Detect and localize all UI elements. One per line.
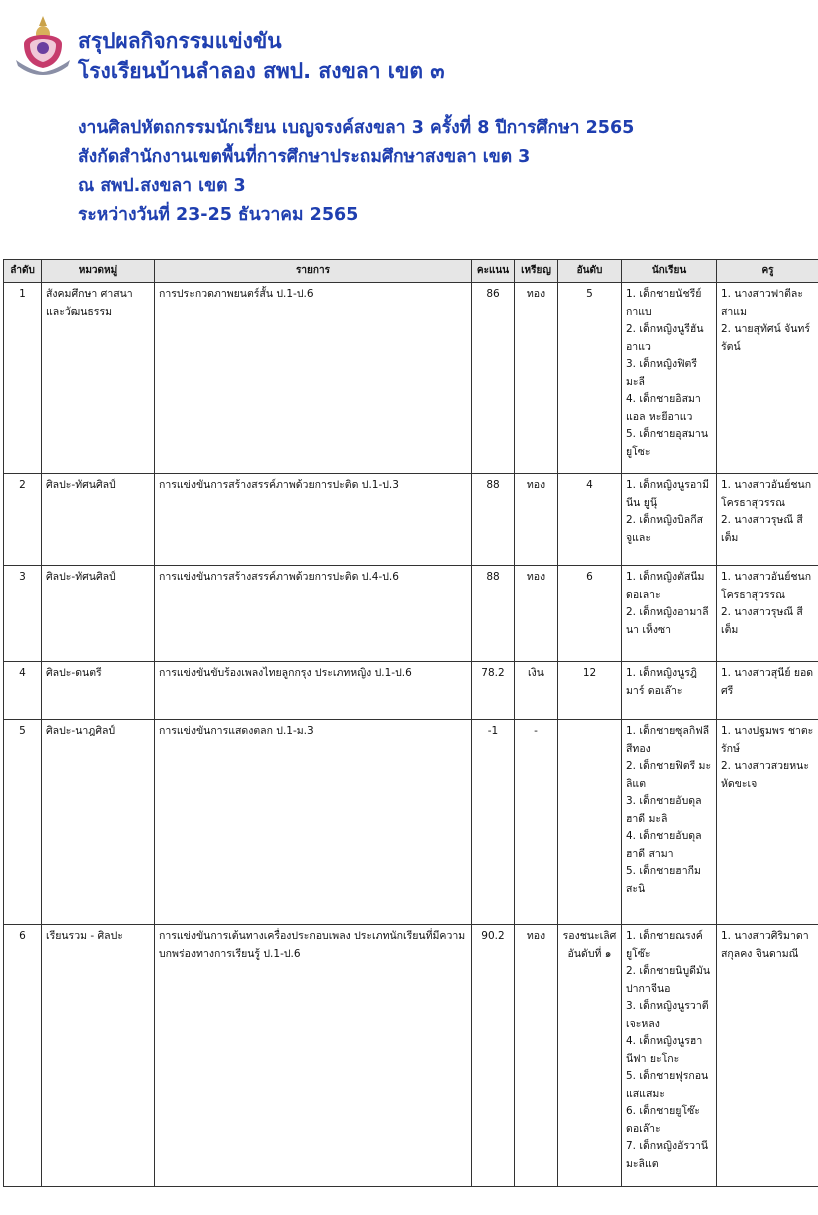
header-no: ลำดับ	[4, 260, 42, 283]
event-line-1: งานศิลปหัตถกรรมนักเรียน เบญจรงค์สงขลา 3 ครั้งที่ 8 ปีการศึกษา 2565	[78, 118, 635, 138]
student-name: 1. เด็กชายนัชรีย์ กาแบ	[626, 288, 702, 318]
row-students	[622, 925, 717, 1187]
row-category: ศิลปะ-ทัศนศิลป์	[42, 566, 155, 662]
row-medal: ทอง	[515, 283, 558, 474]
row-score: 78.2	[472, 662, 515, 720]
teacher-name: 1. นางปฐมพร ชาตะรักษ์	[721, 725, 814, 755]
student-name: 1. เด็กหญิงนูรอามีนีน ยูนุ๊	[626, 479, 710, 509]
table-row	[4, 566, 818, 662]
row-medal: -	[515, 720, 558, 925]
teacher-name: 2. นางสาวรุษณี สีเต็ม	[721, 514, 803, 544]
student-name: 1. เด็กชายซุลกิฟลี สีทอง	[626, 725, 710, 755]
student-name: 5. เด็กชายอุสมาน ยูโซะ	[626, 428, 709, 458]
row-students	[622, 662, 717, 720]
student-name: 7. เด็กหญิงอัรวานี มะลิแต	[626, 1140, 709, 1170]
student-name: 5. เด็กชายฟุรกอน แสแสมะ	[626, 1070, 709, 1100]
row-category: สังคมศึกษา ศาสนา และวัฒนธรรม	[42, 283, 155, 474]
student-name: 2. เด็กหญิงอามาลีนา เห็งซา	[626, 606, 709, 636]
school-title	[78, 26, 445, 86]
student-name: 2. เด็กหญิงนูรีฮัน อาแว	[626, 323, 704, 353]
row-medal: ทอง	[515, 925, 558, 1187]
student-name: 4. เด็กชายอิสมาแอล หะยีอาแว	[626, 393, 701, 423]
table-row	[4, 662, 818, 720]
table-row	[4, 283, 818, 474]
student-name: 3. เด็กหญิงฟิตรี มะลี	[626, 358, 698, 388]
event-info	[78, 114, 634, 230]
row-rank: 12	[558, 662, 622, 720]
row-number: 1	[4, 283, 42, 474]
row-teachers	[717, 283, 818, 474]
table-row	[4, 474, 818, 566]
header-item: รายการ	[155, 260, 472, 283]
row-medal: เงิน	[515, 662, 558, 720]
row-rank: 6	[558, 566, 622, 662]
header-teachers: ครู	[717, 260, 818, 283]
teacher-name: 1. นางสาวอันย์ชนก โครธาสุวรรณ	[721, 479, 812, 509]
table-row	[4, 720, 818, 925]
student-name: 2. เด็กชายฟิตรี มะลิแต	[626, 760, 712, 790]
row-students	[622, 283, 717, 474]
row-score: 90.2	[472, 925, 515, 1187]
row-item: การแข่งขันการสร้างสรรค์ภาพด้วยการปะติด ป.1-ป.3	[155, 474, 472, 566]
row-medal: ทอง	[515, 566, 558, 662]
header-students: นักเรียน	[622, 260, 717, 283]
teacher-name: 2. นางสาวสวยหนะ หัดขะเจ	[721, 760, 809, 790]
header-medal: เหรียญ	[515, 260, 558, 283]
student-name: 1. เด็กชายณรงค์ ยูโซ๊ะ	[626, 930, 703, 960]
student-name: 1. เด็กหญิงตัสนีม ดอเลาะ	[626, 571, 705, 601]
student-name: 4. เด็กชายอับดุลฮาดี สามา	[626, 830, 702, 860]
row-score: -1	[472, 720, 515, 925]
row-teachers	[717, 720, 818, 925]
table-header-row	[4, 260, 818, 283]
row-category: ศิลปะ-ทัศนศิลป์	[42, 474, 155, 566]
teacher-name: 1. นางสาวอันย์ชนก โครธาสุวรรณ	[721, 571, 812, 601]
row-students	[622, 474, 717, 566]
header-category: หมวดหมู่	[42, 260, 155, 283]
row-item: การประกวดภาพยนตร์สั้น ป.1-ป.6	[155, 283, 472, 474]
row-category: ศิลปะ-ดนตรี	[42, 662, 155, 720]
teacher-name: 1. นางสาวศิริมาดา สกุลคง จินดามณี	[721, 930, 809, 960]
row-number: 2	[4, 474, 42, 566]
event-line-3: ณ สพป.สงขลา เขต 3	[78, 176, 246, 196]
row-item: การแข่งขันการเต้นทางเครื่องประกอบเพลง ประเภทนักเรียนที่มีความบกพร่องทางการเรียนรู้ ป.1-ป.6	[155, 925, 472, 1187]
row-item: การแข่งขันขับร้องเพลงไทยลูกกรุง ประเภทหญิง ป.1-ป.6	[155, 662, 472, 720]
teacher-name: 1. นางสาวสุนีย์ ยอดศรี	[721, 667, 814, 697]
student-name: 4. เด็กหญิงนูรฮานีฟา ยะโกะ	[626, 1035, 703, 1065]
event-line-4: ระหว่างวันที่ 23-25 ธันวาคม 2565	[78, 205, 359, 225]
student-name: 3. เด็กหญิงนูรวาตี เจะหลง	[626, 1000, 709, 1030]
row-rank: 5	[558, 283, 622, 474]
row-number: 3	[4, 566, 42, 662]
table-row	[4, 925, 818, 1187]
school-emblem-icon	[14, 14, 72, 76]
student-name: 6. เด็กชายยูโซ๊ะ ดอเล๊าะ	[626, 1105, 700, 1135]
row-category: ศิลปะ-นาฎศิลป์	[42, 720, 155, 925]
row-teachers	[717, 925, 818, 1187]
row-teachers	[717, 566, 818, 662]
row-students	[622, 566, 717, 662]
row-rank: 4	[558, 474, 622, 566]
row-score: 88	[472, 474, 515, 566]
student-name: 2. เด็กชายนิบูดีมัน ปากาจีนอ	[626, 965, 711, 995]
event-line-2: สังกัดสำนักงานเขตพื้นที่การศึกษาประถมศึกษาสงขลา เขต 3	[78, 147, 531, 167]
row-rank: รองชนะเลิศอันดับที่ ๑	[558, 925, 622, 1187]
title-line-1: สรุปผลกิจกรรมแข่งขัน	[78, 29, 282, 53]
header-score: คะแนน	[472, 260, 515, 283]
teacher-name: 2. นายสุทัศน์ จันทร์รัตน์	[721, 323, 810, 353]
row-students	[622, 720, 717, 925]
teacher-name: 2. นางสาวรุษณี สีเต็ม	[721, 606, 803, 636]
student-name: 1. เด็กหญิงนูรฎิมาร์ ดอเล๊าะ	[626, 667, 697, 697]
row-number: 4	[4, 662, 42, 720]
row-number: 5	[4, 720, 42, 925]
row-score: 86	[472, 283, 515, 474]
student-name: 3. เด็กชายอับดุลฮาดี มะลิ	[626, 795, 702, 825]
teacher-name: 1. นางสาวฟาตีละ สาแม	[721, 288, 803, 318]
row-item: การแข่งขันการแสดงตลก ป.1-ม.3	[155, 720, 472, 925]
row-rank	[558, 720, 622, 925]
row-teachers	[717, 662, 818, 720]
header-rank: อันดับ	[558, 260, 622, 283]
student-name: 2. เด็กหญิงบิลกีส จูและ	[626, 514, 703, 544]
row-category: เรียนรวม - ศิลปะ	[42, 925, 155, 1187]
row-number: 6	[4, 925, 42, 1187]
student-name: 5. เด็กชายฮากีม สะนิ	[626, 865, 701, 895]
row-medal: ทอง	[515, 474, 558, 566]
results-table	[3, 259, 818, 1187]
title-line-2: โรงเรียนบ้านลำลอง สพป. สงขลา เขต ๓	[78, 59, 445, 83]
row-teachers	[717, 474, 818, 566]
row-item: การแข่งขันการสร้างสรรค์ภาพด้วยการปะติด ป.4-ป.6	[155, 566, 472, 662]
row-score: 88	[472, 566, 515, 662]
